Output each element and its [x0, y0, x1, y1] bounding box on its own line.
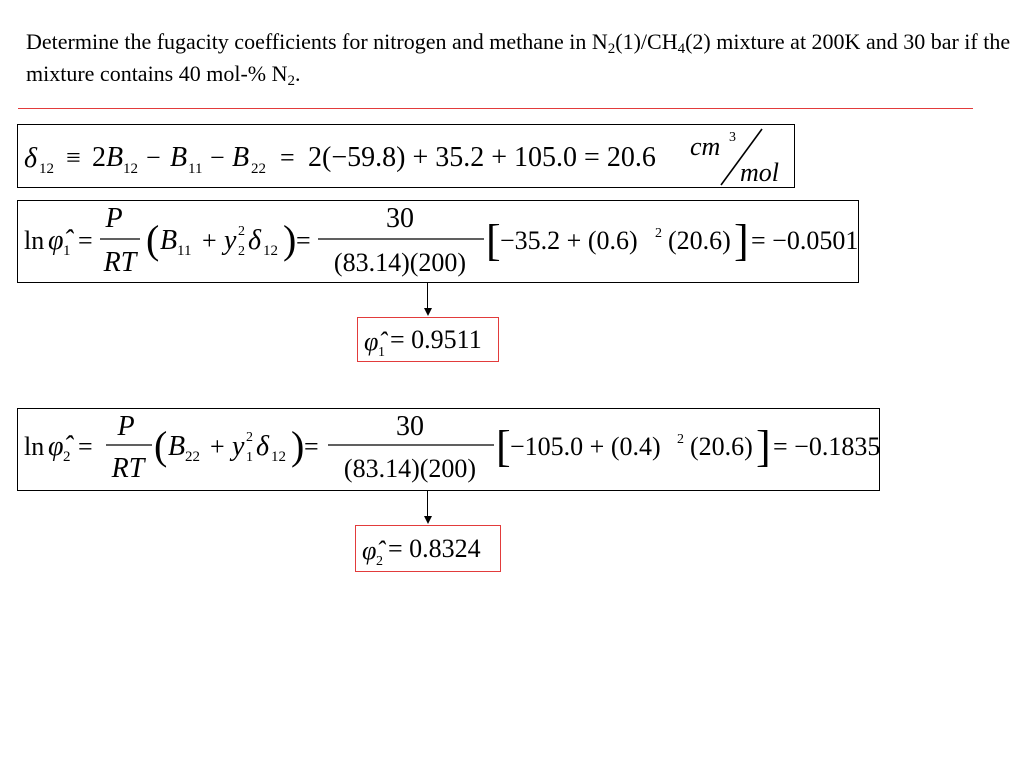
phi1-result-value: = 0.9511 — [390, 325, 482, 354]
phi2-result-subscript: 2 — [376, 554, 383, 569]
ln-phi2-result: = −0.1835 — [773, 432, 881, 461]
b11-symbol: B — [160, 225, 178, 256]
delta12-equation-box — [17, 124, 795, 188]
unit-numerator: cm — [690, 132, 721, 161]
bracket-term-b: (20.6) — [690, 432, 753, 461]
delta12-subscript: 12 — [263, 243, 278, 259]
denominator-83-14-200: (83.14)(200) — [343, 454, 477, 483]
bracket-term-a: −105.0 + (0.4) — [510, 432, 661, 461]
b22-symbol: B — [232, 142, 250, 173]
b12-subscript: 12 — [123, 161, 138, 177]
close-paren: ) — [283, 217, 297, 262]
problem-sub-n2-b: 2 — [287, 73, 296, 89]
equals-sign-2: = — [296, 226, 311, 255]
y2-symbol: y — [224, 225, 237, 256]
b12-symbol: B — [106, 142, 124, 173]
numerator-30: 30 — [396, 411, 424, 442]
unit-denominator: mol — [740, 158, 779, 187]
equals-sign-2: = — [304, 432, 319, 461]
pressure-numerator: P — [117, 411, 135, 442]
phi2-result-box — [355, 525, 501, 572]
arrow-2-shaft — [427, 491, 428, 517]
pressure-numerator: P — [105, 203, 123, 234]
arrow-1-shaft — [427, 283, 428, 309]
b11-subscript: 11 — [188, 161, 203, 177]
equals-sign-1: = — [78, 432, 93, 461]
close-paren: ) — [291, 423, 305, 468]
open-paren: ( — [146, 217, 160, 262]
red-divider — [18, 108, 973, 109]
unit-exponent: 3 — [729, 130, 736, 145]
y1-superscript: 2 — [246, 430, 253, 445]
ln-phi2-equation-box — [17, 408, 880, 491]
phi2-result-symbol: φ̂ — [362, 536, 377, 565]
plus-sign: + — [202, 226, 217, 255]
equiv-sign: ≡ — [66, 143, 81, 172]
phi1-result-box — [357, 317, 499, 362]
y1-symbol: y — [232, 431, 245, 462]
ln-label: ln — [24, 226, 45, 255]
problem-sub-ch4: 4 — [677, 41, 686, 57]
ln-phi1-equation — [18, 201, 858, 282]
b11-subscript: 11 — [177, 243, 192, 259]
bracket-term-a: −35.2 + (0.6) — [500, 226, 638, 255]
rt-denominator: RT — [103, 247, 137, 278]
problem-text-4: . — [295, 61, 301, 86]
arrow-2-head — [424, 516, 432, 524]
left-bracket: [ — [486, 216, 501, 265]
minus-sign-2: − — [210, 143, 225, 172]
bracket-superscript: 2 — [677, 432, 684, 447]
y2-superscript: 2 — [238, 224, 245, 239]
ln-phi1-result: = −0.0501 — [751, 226, 859, 255]
b11-symbol: B — [170, 142, 188, 173]
equals-sign: = — [280, 143, 295, 172]
delta12-symbol: δ — [248, 225, 262, 256]
delta12-value-expression: 2(−59.8) + 35.2 + 105.0 = 20.6 — [308, 142, 656, 173]
delta-symbol: δ — [24, 143, 38, 174]
denominator-83-14-200: (83.14)(200) — [333, 248, 467, 277]
phi1-result-symbol: φ̂ — [364, 327, 379, 356]
plus-sign: + — [210, 432, 225, 461]
phi1-result — [358, 318, 498, 361]
ln-label: ln — [24, 432, 45, 461]
delta12-equation — [18, 125, 794, 187]
problem-text-3: (2) mixture at 200K and 30 bar if the mixture contains 40 mol-% N — [26, 29, 1011, 86]
y2-subscript: 2 — [238, 244, 245, 259]
delta12-symbol: δ — [256, 431, 270, 462]
left-bracket: [ — [496, 422, 511, 471]
right-bracket: ] — [734, 216, 749, 265]
right-bracket: ] — [756, 422, 771, 471]
arrow-1-head — [424, 308, 432, 316]
problem-text-2: (1)/CH — [615, 29, 678, 54]
numerator-30: 30 — [386, 203, 414, 234]
rt-denominator: RT — [111, 453, 145, 484]
problem-sub-n2-a: 2 — [607, 41, 616, 57]
phi2-result-value: = 0.8324 — [388, 534, 481, 563]
problem-text-1: Determine the fugacity coefficients for nitrogen and methane in N — [26, 29, 608, 54]
delta-subscript: 12 — [39, 161, 54, 177]
b22-subscript: 22 — [185, 449, 200, 465]
ln-phi2-equation — [18, 409, 879, 490]
minus-sign-1: − — [146, 143, 161, 172]
ln-phi1-equation-box — [17, 200, 859, 283]
bracket-term-b: (20.6) — [668, 226, 731, 255]
phi1-result-subscript: 1 — [378, 345, 385, 360]
y1-subscript: 1 — [246, 450, 253, 465]
bracket-superscript: 2 — [655, 226, 662, 241]
b22-symbol: B — [168, 431, 186, 462]
phi2-hat-symbol: φ̂ — [48, 431, 64, 462]
b22-subscript: 22 — [251, 161, 266, 177]
phi1-hat-symbol: φ̂ — [48, 225, 64, 256]
problem-statement — [26, 26, 1016, 90]
phi2-subscript: 2 — [63, 449, 71, 465]
coef-two: 2 — [92, 142, 106, 173]
open-paren: ( — [154, 423, 168, 468]
delta12-subscript: 12 — [271, 449, 286, 465]
phi1-subscript: 1 — [63, 243, 71, 259]
equals-sign-1: = — [78, 226, 93, 255]
phi2-result — [356, 526, 500, 571]
